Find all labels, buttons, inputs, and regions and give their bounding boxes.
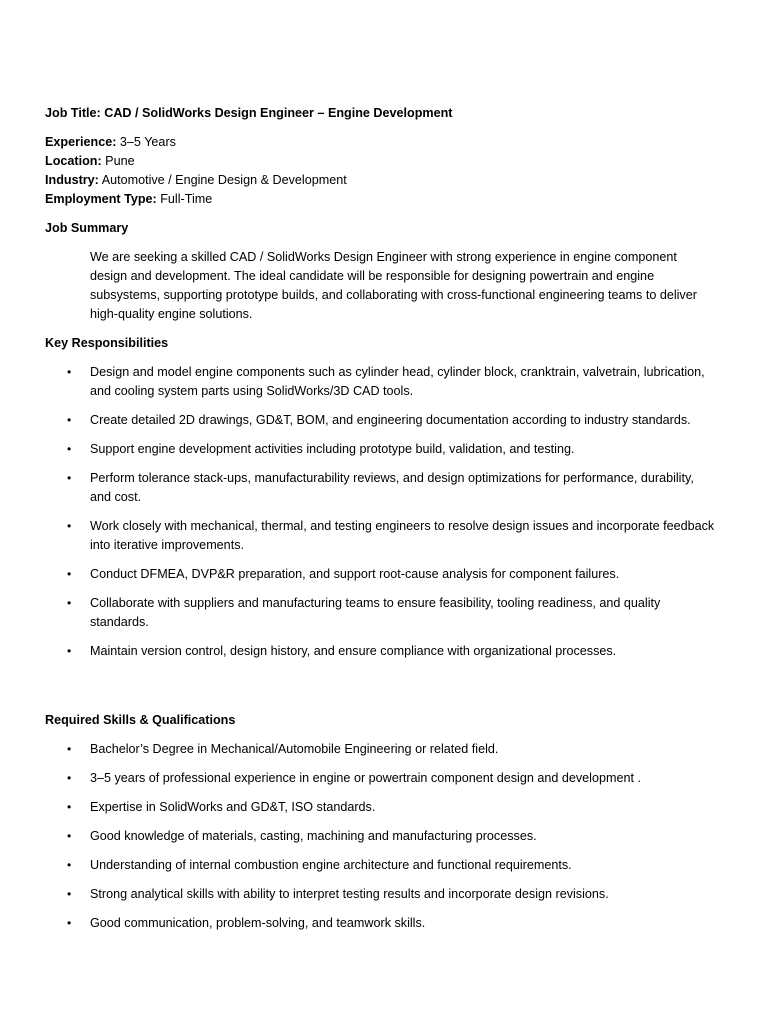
meta-value: Automotive / Engine Design & Development bbox=[101, 173, 347, 187]
list-item bbox=[45, 469, 715, 507]
list-item bbox=[45, 740, 715, 759]
bullet-icon: • bbox=[67, 800, 72, 814]
bullet-icon: • bbox=[67, 596, 72, 610]
list-item bbox=[45, 914, 715, 933]
list-item bbox=[45, 565, 715, 584]
list-item-text: Bachelor’s Degree in Mechanical/Automobile Engineering or related field. bbox=[90, 742, 499, 756]
list-item-text: Expertise in SolidWorks and GD&T, ISO standards. bbox=[90, 800, 376, 814]
list-item bbox=[45, 798, 715, 817]
list-item bbox=[45, 885, 715, 904]
bullet-icon: • bbox=[67, 916, 72, 930]
bullet-icon: • bbox=[67, 644, 72, 658]
meta-label: Experience: bbox=[45, 135, 117, 149]
list-item-text: Work closely with mechanical, thermal, and testing engineers to resolve design issues and incorporate feedback into iterative improvements. bbox=[90, 519, 715, 552]
list-item-text: 3–5 years of professional experience in engine or powertrain component design and development . bbox=[90, 771, 641, 785]
list-item bbox=[45, 856, 715, 875]
bullet-icon: • bbox=[67, 887, 72, 901]
list-item bbox=[45, 594, 715, 632]
document-page bbox=[45, 104, 715, 943]
meta-label: Industry: bbox=[45, 173, 99, 187]
meta-experience bbox=[45, 133, 715, 152]
bullet-icon: • bbox=[67, 471, 72, 485]
list-item bbox=[45, 363, 715, 401]
bullet-icon: • bbox=[67, 365, 72, 379]
responsibilities-heading: Key Responsibilities bbox=[45, 336, 169, 350]
list-item-text: Conduct DFMEA, DVP&R preparation, and support root-cause analysis for component failures. bbox=[90, 567, 620, 581]
meta-industry bbox=[45, 171, 715, 190]
meta-label: Location: bbox=[45, 154, 102, 168]
responsibilities-list bbox=[45, 363, 715, 661]
list-item-text: Strong analytical skills with ability to interpret testing results and incorporate design revisions. bbox=[90, 887, 609, 901]
list-item bbox=[45, 642, 715, 661]
meta-value: Full-Time bbox=[160, 192, 213, 206]
bullet-icon: • bbox=[67, 742, 72, 756]
list-item bbox=[45, 440, 715, 459]
list-item-text: Create detailed 2D drawings, GD&T, BOM, and engineering documentation according to industry standards. bbox=[90, 413, 691, 427]
bullet-icon: • bbox=[67, 567, 72, 581]
qualifications-list bbox=[45, 740, 715, 933]
bullet-icon: • bbox=[67, 829, 72, 843]
list-item-text: Collaborate with suppliers and manufacturing teams to ensure feasibility, tooling readiness, and quality standards. bbox=[90, 596, 661, 629]
list-item-text: Maintain version control, design history, and ensure compliance with organizational processes. bbox=[90, 644, 617, 658]
bullet-icon: • bbox=[67, 858, 72, 872]
list-item-text: Good communication, problem-solving, and teamwork skills. bbox=[90, 916, 426, 930]
bullet-icon: • bbox=[67, 413, 72, 427]
meta-value: Pune bbox=[105, 154, 135, 168]
meta-employment-type bbox=[45, 190, 715, 209]
section-spacer bbox=[45, 671, 715, 701]
list-item bbox=[45, 411, 715, 430]
list-item-text: Understanding of internal combustion engine architecture and functional requirements. bbox=[90, 858, 572, 872]
meta-value: 3–5 Years bbox=[119, 135, 176, 149]
meta-label: Employment Type: bbox=[45, 192, 157, 206]
summary-text: We are seeking a skilled CAD / SolidWorks Design Engineer with strong experience in engine component design and development. The ideal candidate will be responsible for designing powertrain and engine subsystems, supporting prototype builds, and collaborating with cross-functional engineering teams to deliver high-quality engine solutions. bbox=[90, 250, 697, 321]
summary-heading: Job Summary bbox=[45, 221, 129, 235]
list-item bbox=[45, 827, 715, 846]
list-item bbox=[45, 517, 715, 555]
job-meta bbox=[45, 133, 715, 209]
qualifications-heading: Required Skills & Qualifications bbox=[45, 713, 236, 727]
list-item bbox=[45, 769, 715, 788]
bullet-icon: • bbox=[67, 442, 72, 456]
list-item-text: Support engine development activities including prototype build, validation, and testing. bbox=[90, 442, 575, 456]
bullet-icon: • bbox=[67, 771, 72, 785]
job-title: Job Title: CAD / SolidWorks Design Engineer – Engine Development bbox=[45, 106, 453, 120]
list-item-text: Perform tolerance stack-ups, manufacturability reviews, and design optimizations for performance, durability, and cost. bbox=[90, 471, 694, 504]
list-item-text: Good knowledge of materials, casting, machining and manufacturing processes. bbox=[90, 829, 537, 843]
bullet-icon: • bbox=[67, 519, 72, 533]
meta-location bbox=[45, 152, 715, 171]
list-item-text: Design and model engine components such as cylinder head, cylinder block, cranktrain, valvetrain, lubrication, and cooling system parts using SolidWorks/3D CAD tools. bbox=[90, 365, 705, 398]
